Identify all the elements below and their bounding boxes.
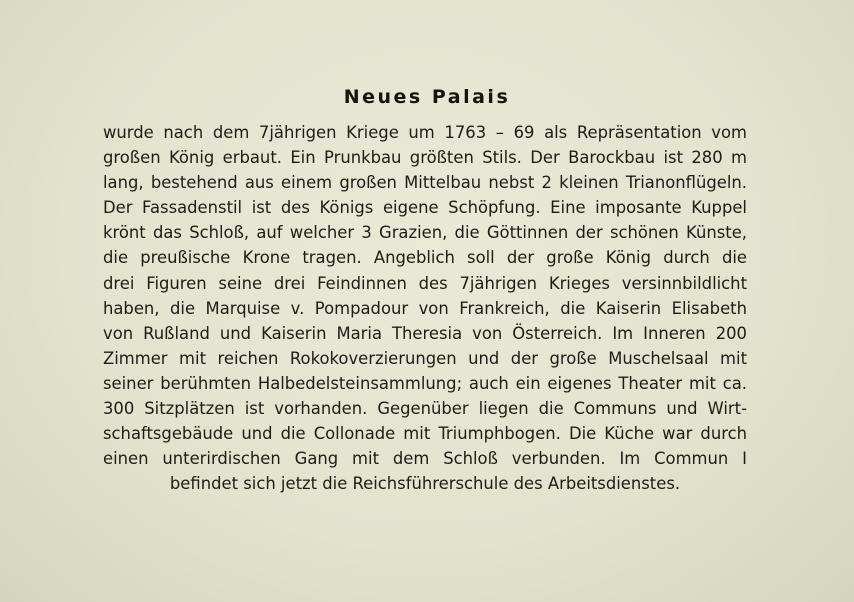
- text-line-8: haben, die Marquise v. Pompadour von Frankreich, die Kaiserin Elisabeth: [103, 298, 747, 318]
- text-line-9: von Rußland und Kaiserin Maria Theresia von Österreich. Im Inneren 200: [103, 323, 747, 343]
- text-line-7: drei Figuren seine drei Feindinnen des 7jährigen Krieges versinnbildlicht: [103, 273, 747, 293]
- text-line-6: die preußische Krone tragen. Angeblich soll der große König durch die: [103, 248, 747, 268]
- text-line-3: lang, bestehend aus einem großen Mittelbau nebst 2 kleinen Trianonflügeln.: [103, 173, 747, 193]
- text-line-14: einen unterirdischen Gang mit dem Schloß verbunden. Im Commun I: [103, 449, 747, 469]
- text-line-1: wurde nach dem 7jährigen Kriege um 1763 – 69 als Repräsentation vom: [103, 123, 747, 142]
- text-line-11: seiner berühmten Halbedelsteinsammlung; auch ein eigenes Theater mit ca.: [103, 373, 747, 393]
- document-title: Neues Palais: [343, 86, 511, 108]
- text-line-10: Zimmer mit reichen Rokokoverzierungen und der große Muschelsaal mit: [103, 348, 747, 368]
- text-line-4: Der Fassadenstil ist des Königs eigene Schöpfung. Eine imposante Kuppel: [103, 198, 747, 218]
- document-body: [103, 120, 747, 496]
- text-line-13: schaftsgebäude und die Collonade mit Triumphbogen. Die Küche war durch: [103, 424, 747, 444]
- text-line-15: befindet sich jetzt die Reichsführerschule des Arbeitsdienstes.: [169, 474, 681, 494]
- text-line-12: 300 Sitzplätzen ist vorhanden. Gegenüber liegen die Communs und Wirt-: [103, 399, 747, 419]
- text-line-5: krönt das Schloß, auf welcher 3 Grazien, die Göttinnen der schönen Künste,: [103, 223, 747, 243]
- text-line-2: großen König erbaut. Ein Prunkbau größten Stils. Der Barockbau ist 280 m: [103, 148, 747, 168]
